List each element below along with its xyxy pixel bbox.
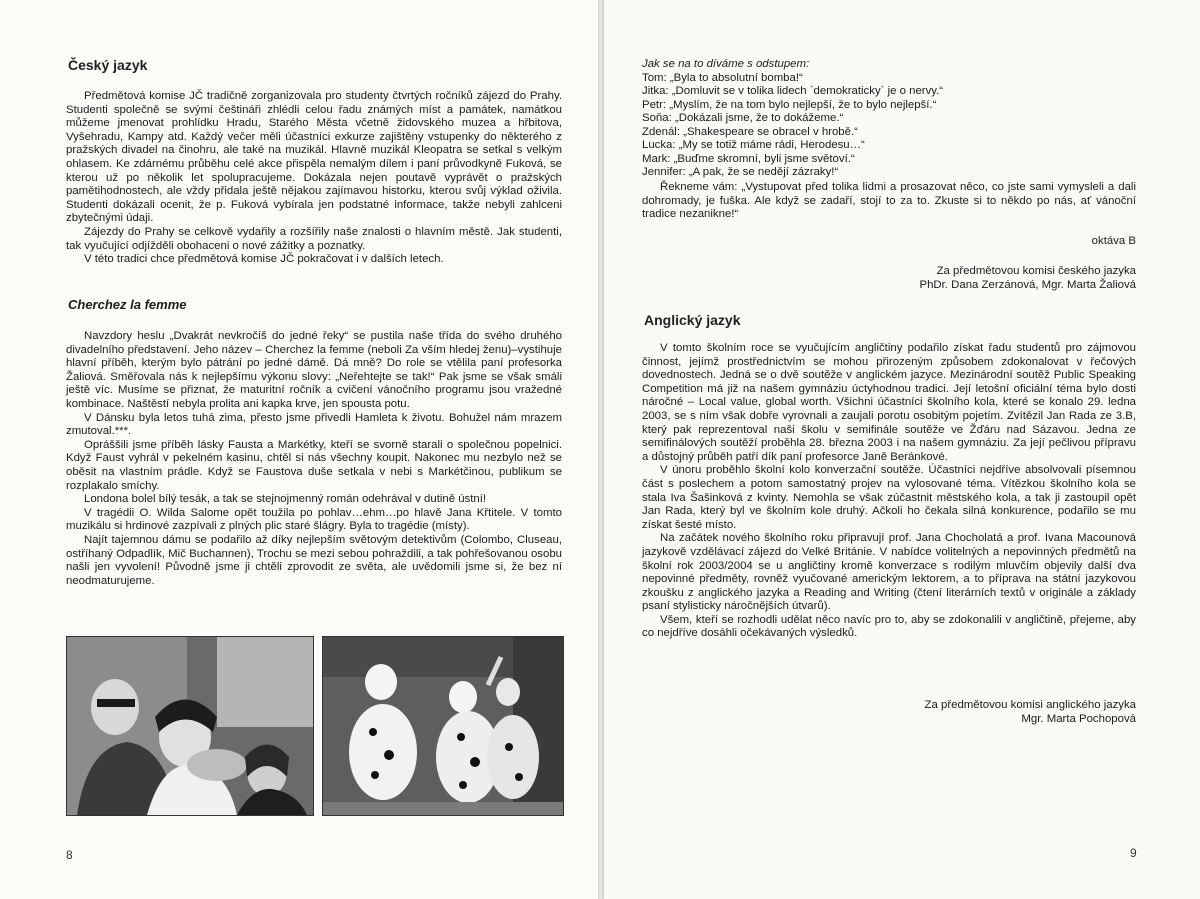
dialogue-line: Jitka: „Domluvit se v tolika lidech `demokraticky` je o nervy.“ — [642, 85, 944, 97]
cesky-heading: Český jazyk — [68, 57, 148, 73]
left-page — [0, 0, 598, 899]
signature-line: Za předmětovou komisi českého jazyka — [936, 265, 1136, 277]
signature-line: PhDr. Dana Zerzánová, Mgr. Marta Žaliová — [919, 279, 1136, 291]
paragraph: Předmětová komise JČ tradičně zorganizovala pro studenty čtvrtých ročníků zájezd do Prahy. Studenti společně se svými češtináři zhlédli celou řadu známých míst a památek, namátkou můžeme jmenovat prohlídku Hradu, Starého Města včetně židovského muzea a hřbitova, Vyšehradu, Kampy atd. Každý večer měli účastníci exkurze zajištěny vstupenky do některého z pražských divadel na činohru, ale také na muzikál. Hlavně muzikál Kleopatra se setkal s velkým ohlasem. Ke zdárnému průběhu celé akce přispěla nemalým dílem i paní průvodkyně Fuková, se kterou už po několik let spolupracujeme. Dokázala nejen poutavě vyprávět o pražských pamětihodnostech, ale vždy přidala ještě nějakou zajímavou historku, kterou svůj výklad oživila. Studenti dokázali ocenit, že p. Fuková vybírala jen podstatné informace, takže nebyli zahlceni zbytečnými údaji. — [66, 90, 562, 225]
czech-signature — [642, 264, 1136, 292]
paragraph: V tragédii O. Wilda Salome opět toužila po pohlav…ehm…po hlavě Jana Křtitele. V tomto muzikálu si hrdinové zazpívali z plných plic staré šlágry. Byla to tragédie (místy). — [66, 506, 562, 533]
dialogue-line: Mark: „Buďme skromní, byli jsme světoví.“ — [642, 152, 855, 165]
signature-line: Mgr. Marta Pochopová — [1021, 713, 1136, 725]
anglicky-heading: Anglický jazyk — [644, 312, 741, 328]
class-author: oktáva B — [1091, 235, 1136, 247]
page-number: 9 — [1130, 846, 1137, 860]
paragraph: Zájezdy do Prahy se celkově vydařily a rozšířily naše znalosti o hlavním městě. Jak studenti, tak vyučující odjížděli obohaceni o nové zážitky a poznatky. — [66, 225, 562, 252]
dialogue-line: Jennifer: „A pak, že se nedějí zázraky!“ — [642, 166, 839, 178]
dialogue-line: Zdenál: „Shakespeare se obracel v hrobě.“ — [642, 125, 858, 138]
paragraph: V této tradici chce předmětová komise JČ pokračovat i v dalších letech. — [84, 253, 444, 266]
paragraph: Opráššili jsme příběh lásky Fausta a Markétky, kteří se svorně starali o společnou popelnici. Když Faust vyhrál v pekelném kasinu, chtěl si nás všechny koupit. Nakonec mu nezbylo než se oběsit na vlastním prádle. Když se Faustova duše setkala v nebi s Markétčinou, publikum se rozplakalo smíchy. — [66, 438, 562, 492]
dialogue-intro: Jak se na to díváme s odstupem: — [642, 58, 810, 70]
photo-snowmen — [322, 636, 564, 816]
cherchez-text — [66, 330, 562, 588]
paragraph: Londona bolel bílý tesák, a tak se stejnojmenný román odehrával v dutině ústní! — [84, 493, 487, 506]
page-number: 8 — [66, 848, 73, 862]
dialogue — [642, 58, 1162, 180]
dialogue-line: Petr: „Myslím, že na tom bylo nejlepší, že to bylo nejlepší.“ — [642, 98, 937, 111]
dialogue-closing — [642, 181, 1136, 222]
dialogue-line: Lucka: „My se totiž máme rádi, Herodesu…“ — [642, 139, 865, 151]
paragraph: Najít tajemnou dámu se podařilo až díky nejlepším světovým detektivům (Colombo, Cluseau, ostříhaný Odpadlík, Mič Buchannen), Trochu se mezi sebou pohraždili, a tak pohřešovanou osobu našli jen vyvolení! Původně jsme ji chtěli zprovodit ze světa, ale uvědomili jsme si, že bez ní neodmaturujeme. — [66, 533, 562, 587]
photo-students — [66, 636, 314, 816]
paragraph: Na začátek nového školního roku připravují prof. Jana Chocholatá a prof. Ivana Macounová jazykově vzdělávací zájezd do Velké Británie. V nabídce volitelných a nepovinných předmětů na školní rok 2003/2004 se u angličtiny kromě konverzace s rodilým mluvčím objevily další dva nepovinné předměty, rovněž vyučované americkým lektorem, a to příprava na státní jazykovou zkoušku z anglického jazyka a Reading and Writing (čtení literárních textů v originále a základy psaní stylisticky náročnějších útvarů). — [642, 532, 1136, 613]
right-page — [604, 0, 1200, 899]
paragraph: Všem, kteří se rozhodli udělat něco navíc pro to, aby se zdokonalili v angličtině, přejeme, aby co nejdříve dosáhli očekávaných výsledků. — [642, 613, 1136, 640]
dialogue-line: Soňa: „Dokázali jsme, že to dokážeme.“ — [642, 112, 844, 124]
dialogue-line: Tom: „Byla to absolutní bomba!“ — [642, 71, 803, 84]
english-signature — [642, 698, 1136, 726]
anglicky-text — [642, 342, 1136, 641]
cherchez-heading: Cherchez la femme — [68, 297, 187, 312]
signature-line: Za předmětovou komisi anglického jazyka — [924, 699, 1136, 711]
paragraph: Navzdory heslu „Dvakrát nevkročíš do jedné řeky“ se pustila naše třída do svého druhého divadelního představení. Jeho název – Cherchez la femme (neboli Za vším hledej ženu)–vystihuje hlavní příběh, kterým bylo pátrání po jedné dámě. Dá mně? Do role se vtělila paní profesorka Žaliová. Směřovala nás k nejlepšímu výkonu slovy: „Neřehtejte se tak!“ Pak jsme se však smáli ještě víc. Musíme se přiznat, že maturitní ročník a cvičení vánočního programu jsou vražedné kombinace. Naštěstí nebyla prolita ani kapka krve, jen spousta potu. — [66, 330, 562, 410]
paragraph: V Dánsku byla letos tuhá zima, přesto jsme přivedli Hamleta k životu. Bohužel nám mrazem zmutoval.***. — [66, 411, 562, 438]
cesky-text — [66, 90, 562, 267]
paragraph: V tomto školním roce se vyučujícím angličtiny podařilo získat řadu studentů pro zájmovou činnost, jejímž prostřednictvím se mohou přirozeným způsobem zdokonalovat v řečových dovednostech. Jedná se o dvě soutěže v anglickém jazyce. Mezinárodní soutěž Public Speaking Competition má již na našem gymnáziu úctyhodnou tradici. Její letošní oficiální téma bylo dosti náročné – Local value, global worth. Všichni účastníci školního kola, které se konalo 29. ledna 2003, se s ním však dobře vyrovnali a zaujali porotu osobitým pojetím. Zvítězil Jan Rada ze 3.B, který pak reprezentoval naši školu v semifinále soutěže ve Žďáru nad Sázavou. Jedna ze semifinálových soutěží proběhla 28. března 2003 i na našem gymnáziu. Za její pečlivou přípravu a důstojný průběh patří dík paní profesorce Janě Beránkové. — [642, 342, 1136, 463]
paragraph: V únoru proběhlo školní kolo konverzační soutěže. Účastníci nejdříve absolvovali písemnou část s poslechem a potom samostatný projev na vylosované téma. Vítězkou školního kola se stala Iva Šašinková z kvinty. Nemohla se však zúčastnit městského kola, a tak ji zastoupil opět Jan Rada, který byl ve školním kole druhý. Ačkoli ho čekala silná konkurence, podařilo se mu získat šesté místo. — [642, 464, 1136, 531]
paragraph: Řekneme vám: „Vystupovat před tolika lidmi a prosazovat něco, co jste sami vymysleli a dali dohromady, je fuška. Ale když se zadaří, stojí to za to. Zkuste si to někdo po nás, ať vánoční tradice nezanikne!“ — [642, 181, 1136, 221]
